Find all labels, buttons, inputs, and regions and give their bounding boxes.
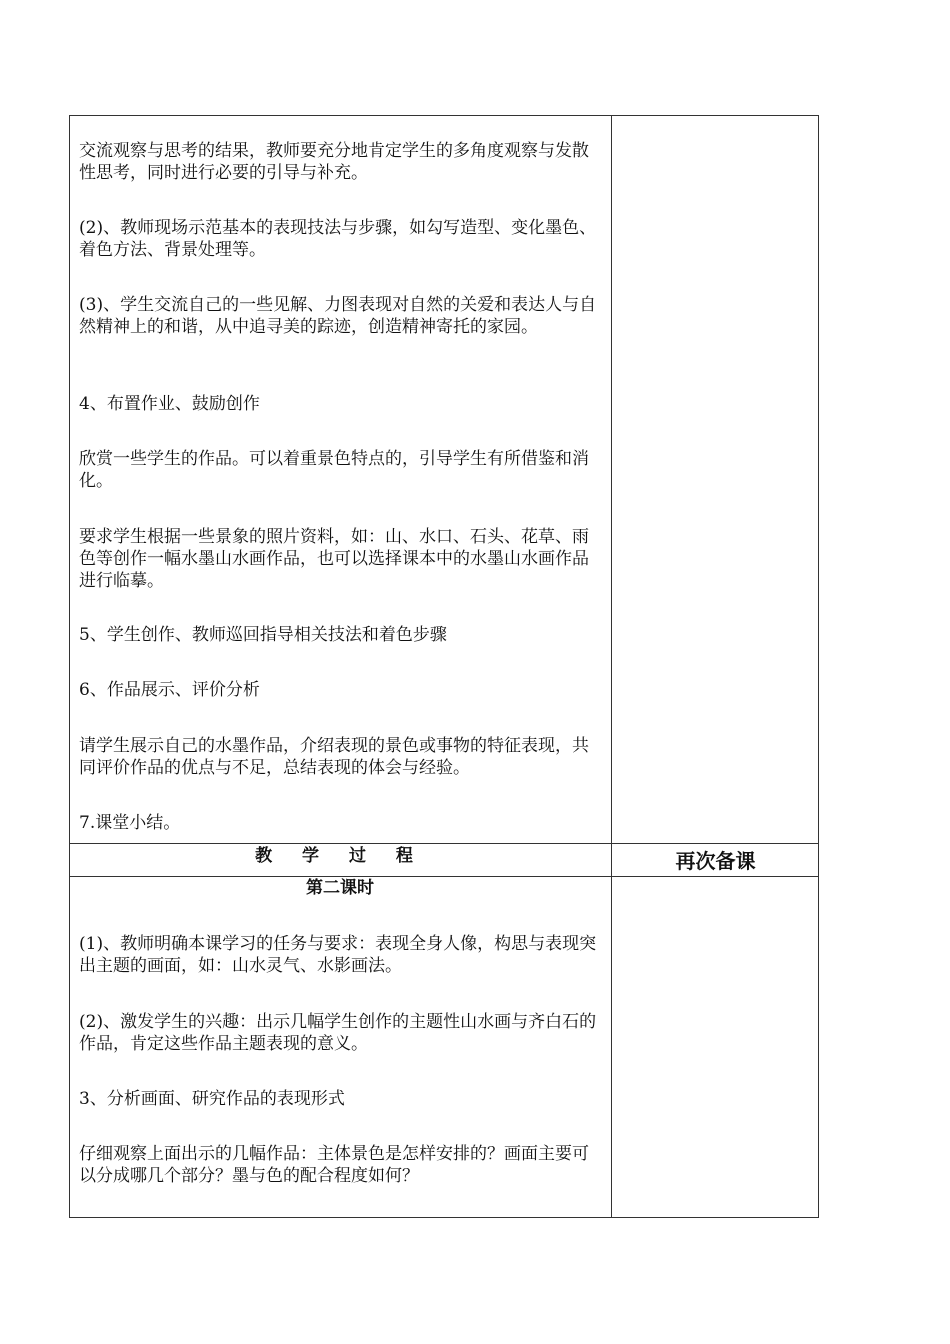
- paragraph-teacher-demo: (2)、教师现场示范基本的表现技法与步骤，如勾写造型、变化墨色、着色方法、背景处理等。: [79, 218, 597, 260]
- paragraph-observe-works: 仔细观察上面出示的几幅作品：主体景色是怎样安排的？画面主要可以分成哪几个部分？墨与色的配合程度如何？: [79, 1144, 589, 1186]
- lesson-title: 第二课时: [306, 878, 374, 898]
- column-divider: [611, 115, 612, 1218]
- header-re-preparation: 再次备课: [675, 849, 756, 873]
- paragraph-class-summary: 7.课堂小结。: [79, 813, 181, 833]
- paragraph-assign-homework: 4、布置作业、鼓励创作: [79, 394, 260, 414]
- paragraph-appreciate-works: 欣赏一些学生的作品。可以着重景色特点的，引导学生有所借鉴和消化。: [79, 449, 589, 491]
- paragraph-exchange-results: 交流观察与思考的结果，教师要充分地肯定学生的多角度观察与发散性思考，同时进行必要的引导与补充。: [79, 141, 589, 183]
- header-teaching-process: 教 学 过 程: [255, 846, 425, 866]
- paragraph-requirements: 要求学生根据一些景象的照片资料，如：山、水口、石头、花草、雨色等创作一幅水墨山水画作品，也可以选择课本中的水墨山水画作品进行临摹。: [79, 527, 589, 591]
- paragraph-student-creation: 5、学生创作、教师巡回指导相关技法和着色步骤: [79, 625, 447, 645]
- paragraph-analyze-picture: 3、分析画面、研究作品的表现形式: [79, 1089, 345, 1109]
- paragraph-students-present: 请学生展示自己的水墨作品，介绍表现的景色或事物的特征表现，共同评价作品的优点与不足，总结表现的体会与经验。: [79, 736, 589, 778]
- paragraph-student-exchange: (3)、学生交流自己的一些见解、力图表现对自然的关爱和表达人与自然精神上的和谐，从中追寻美的踪迹，创造精神寄托的家园。: [79, 295, 597, 337]
- paragraph-task-requirements: (1)、教师明确本课学习的任务与要求：表现全身人像，构思与表现突出主题的画面，如：山水灵气、水影画法。: [79, 934, 597, 976]
- paragraph-stimulate-interest: (2)、激发学生的兴趣：出示几幅学生创作的主题性山水画与齐白石的作品，肯定这些作品主题表现的意义。: [79, 1012, 597, 1054]
- paragraph-works-display: 6、作品展示、评价分析: [79, 680, 260, 700]
